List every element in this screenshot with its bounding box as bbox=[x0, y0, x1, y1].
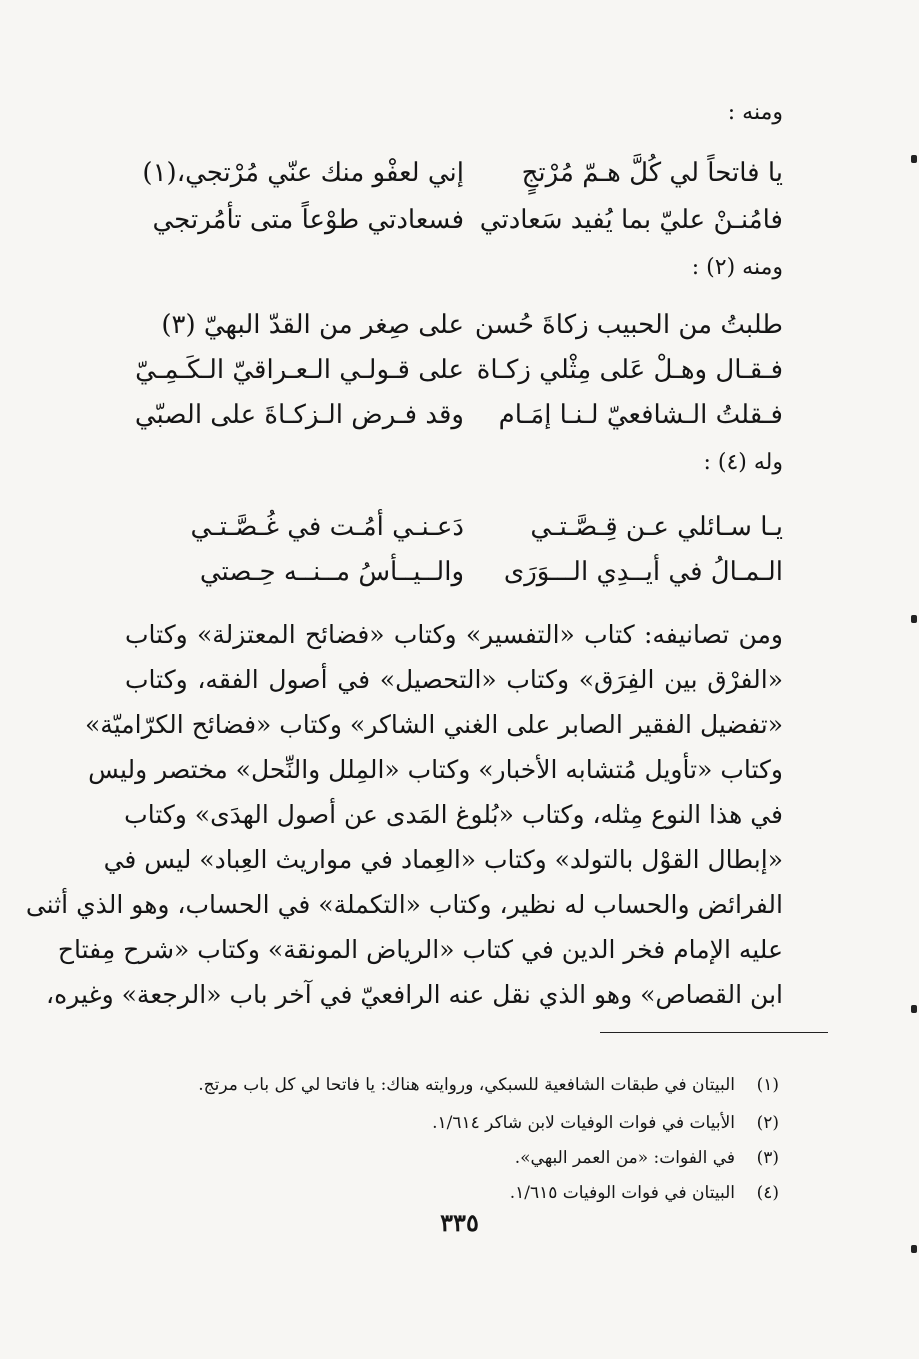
verse-right-hemistich: يا فاتحاً لي كُلَّ هـمّ مُرْتجٍ bbox=[521, 158, 783, 188]
verse-left-hemistich: وقد فـرض الـزكـاةَ على الصبّي bbox=[134, 400, 464, 430]
verse-right-hemistich: يـا سـائلي عـن قِـصَّـتـي bbox=[530, 512, 783, 542]
prose-line: «تفضيل الفقير الصابر على الغني الشاكر» وكتاب «فضائح الكرّاميّة» bbox=[85, 710, 783, 739]
footnote bbox=[510, 1183, 779, 1203]
page-number: ٣٣٥ bbox=[440, 1208, 479, 1237]
verse-right-hemistich: فامُنـنْ عليّ بما يُفيد سَعادتي bbox=[479, 205, 783, 235]
prose-line: «الفرْق بين الفِرَق» وكتاب «التحصيل» في أصول الفقه، وكتاب bbox=[125, 665, 783, 694]
verse-left-hemistich: دَعـنـي أمُـت في غُـصَّـتـي bbox=[190, 512, 464, 542]
prose-line: «إبطال القوْل بالتولد» وكتاب «العِماد في مواريث العِباد» ليس في bbox=[103, 845, 783, 874]
edge-mark bbox=[911, 155, 917, 163]
edge-mark bbox=[911, 615, 917, 623]
footnote-number: (٤) bbox=[756, 1183, 779, 1203]
verse-right-hemistich: فـقلتُ الـشافعيّ لـنـا إمَـام bbox=[498, 400, 783, 430]
poem-intro-3: وله (٤) : bbox=[703, 450, 783, 475]
poem-intro-1: ومنه : bbox=[727, 100, 783, 125]
poem-intro-2: ومنه (٢) : bbox=[691, 255, 783, 280]
verse-left-hemistich: إني لعفْو منك عنّي مُرْتجي،(١) bbox=[142, 158, 464, 188]
footnote-number: (٣) bbox=[756, 1148, 779, 1168]
footnote-separator bbox=[600, 1032, 828, 1033]
footnote bbox=[432, 1113, 779, 1133]
footnote-number: (١) bbox=[756, 1075, 779, 1095]
edge-mark bbox=[911, 1005, 917, 1013]
prose-line: في هذا النوع مِثله، وكتاب «بُلوغ المَدى عن أصول الهدَى» وكتاب bbox=[124, 800, 783, 829]
verse-right-hemistich: فـقـال وهـلْ عَلى مِثْلي زكـاة bbox=[476, 355, 783, 385]
footnote-text: البيتان في فوات الوفيات ١/٦١٥. bbox=[509, 1183, 735, 1203]
prose-line: ابن القصاص» وهو الذي نقل عنه الرافعيّ في آخر باب «الرجعة» وغيره، bbox=[46, 980, 783, 1009]
prose-line: ومن تصانيفه: كتاب «التفسير» وكتاب «فضائح المعتزلة» وكتاب bbox=[125, 620, 783, 649]
prose-line: عليه الإمام فخر الدين في كتاب «الرياض المونقة» وكتاب «شرح مِفتاح bbox=[57, 935, 783, 964]
verse-right-hemistich: الـمـالُ في أيــدِي الـــوَرَى bbox=[503, 557, 783, 587]
footnote-text: في الفوات: «من العمر البهي». bbox=[514, 1148, 735, 1168]
verse-left-hemistich: والــيــأسُ مــنــه حِـصتي bbox=[199, 557, 464, 587]
footnote-text: البيتان في طبقات الشافعية للسبكي، وروايته هناك: يا فاتحا لي كل باب مرتج. bbox=[198, 1075, 735, 1095]
verse-left-hemistich: على قـولـي الـعـراقيّ الـكَـمِـيّ bbox=[135, 355, 464, 385]
footnote-text: الأبيات في فوات الوفيات لابن شاكر ١/٦١٤. bbox=[432, 1113, 735, 1133]
prose-line: الفرائض والحساب له نظير، وكتاب «التكملة» في الحساب، وهو الذي أثنى bbox=[25, 890, 783, 919]
edge-mark bbox=[911, 1245, 917, 1253]
footnote bbox=[198, 1075, 779, 1095]
footnote bbox=[515, 1148, 779, 1168]
verse-left-hemistich: فسعادتي طوْعاً متى تأمُرتجي bbox=[152, 205, 464, 235]
footnote-number: (٢) bbox=[756, 1113, 779, 1133]
prose-line: وكتاب «تأويل مُتشابه الأخبار» وكتاب «المِلل والنِّحل» مختصر وليس bbox=[88, 755, 783, 784]
verse-right-hemistich: طلبتُ من الحبيب زكاةَ حُسن bbox=[474, 310, 783, 340]
verse-left-hemistich: على صِغر من القدّ البهيّ (٣) bbox=[161, 310, 464, 340]
